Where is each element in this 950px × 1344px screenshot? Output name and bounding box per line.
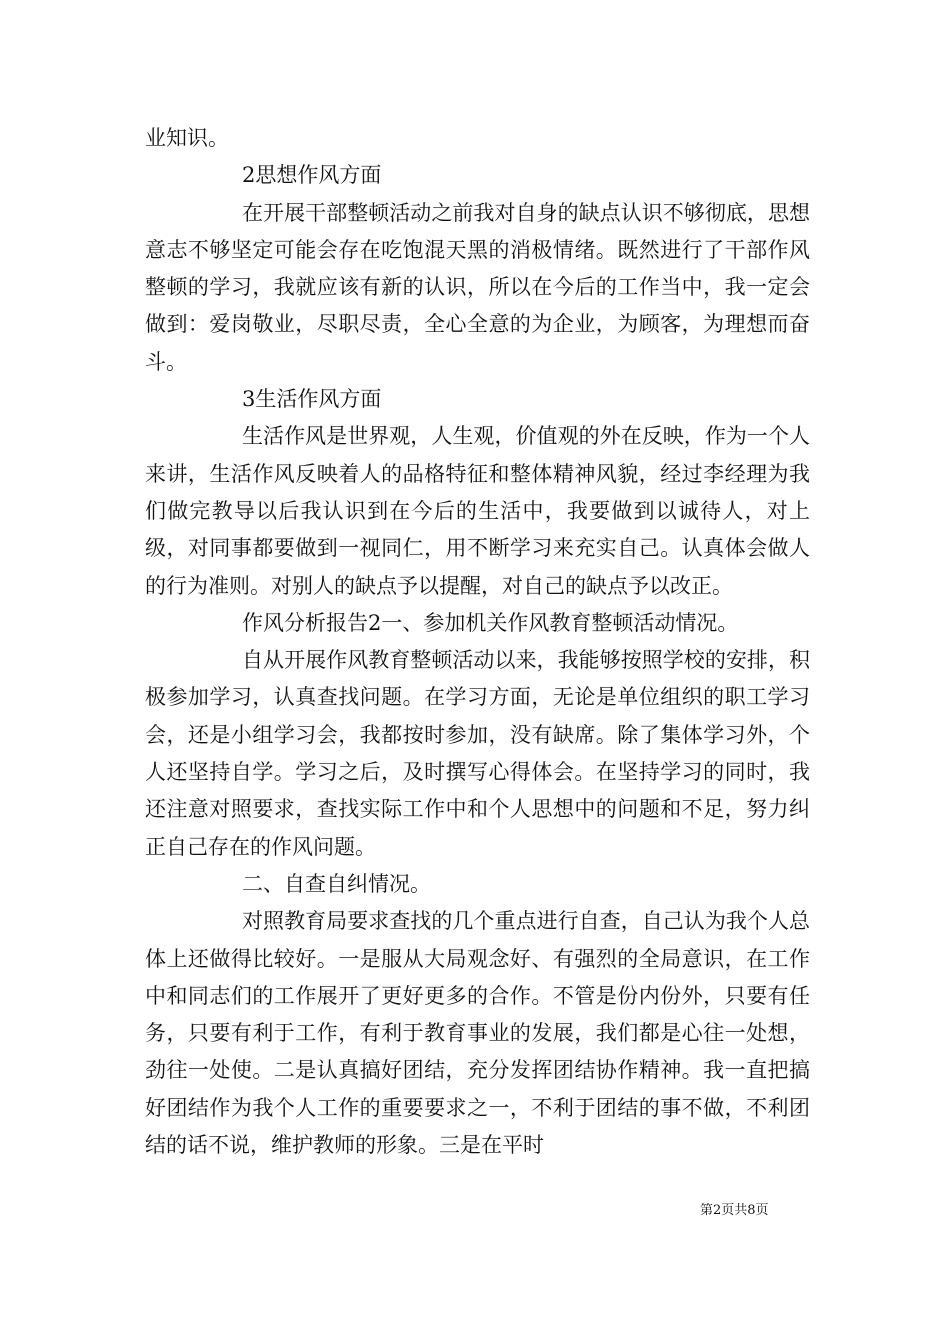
paragraph-self-check: 对照教育局要求查找的几个重点进行自查，自己认为我个人总体上还做得比较好。一是服从大局观念好、有强烈的全局意识，在工作中和同志们的工作展开了更好更多的合作。不管是份内份外，只要有任务，只要有利于工作，有利于教育事业的发展，我们都是心往一处想，劲往一处使。二是认真搞好团结，充分发挥团结协作精神。我一直把搞好团结作为我个人工作的重要要求之一，不利于团结的事不做，不利团结的话不说，维护教师的形象。三是在平时 [145,909,810,1158]
section-heading-thought-style: 2思想作风方面 [242,163,382,188]
paragraph-life-style: 生活作风是世界观，人生观，价值观的外在反映，作为一个人来讲，生活作风反映着人的品格特征和整体精神风貌，经过李经理为我们做完教导以后我认识到在今后的生活中，我要做到以诚待人，对上级，对同事都要做到一视同仁，用不断学习来充实自己。认真体会做人的行为准则。对别人的缺点予以提醒，对自己的缺点予以改正。 [145,424,810,598]
page-number: 第2页共8页 [700,1203,769,1218]
document-body [145,120,810,1164]
paragraph-participation: 自从开展作风教育整顿活动以来，我能够按照学校的安排，积极参加学习，认真查找问题。在学习方面，无论是单位组织的职工学习会，还是小组学习会，我都按时参加，没有缺席。除了集体学习外，个人还坚持自学。学习之后，及时撰写心得体会。在坚持学习的同时，我还注意对照要求，查找实际工作中和个人思想中的问题和不足，努力纠正自己存在的作风问题。 [145,648,810,859]
paragraph-thought-style: 在开展干部整顿活动之前我对自身的缺点认识不够彻底，思想意志不够坚定可能会存在吃饱混天黑的消极情绪。既然进行了干部作风整顿的学习，我就应该有新的认识，所以在今后的工作当中，我一定会做到：爱岗敬业，尽职尽责，全心全意的为企业，为顾客，为理想而奋斗。 [145,200,810,374]
report-heading: 作风分析报告2一、参加机关作风教育整顿活动情况。 [242,610,739,635]
section-heading-self-check: 二、自查自纠情况。 [242,871,431,896]
section-heading-life-style: 3生活作风方面 [242,387,382,412]
paragraph-continuation: 业知识。 [145,126,229,150]
